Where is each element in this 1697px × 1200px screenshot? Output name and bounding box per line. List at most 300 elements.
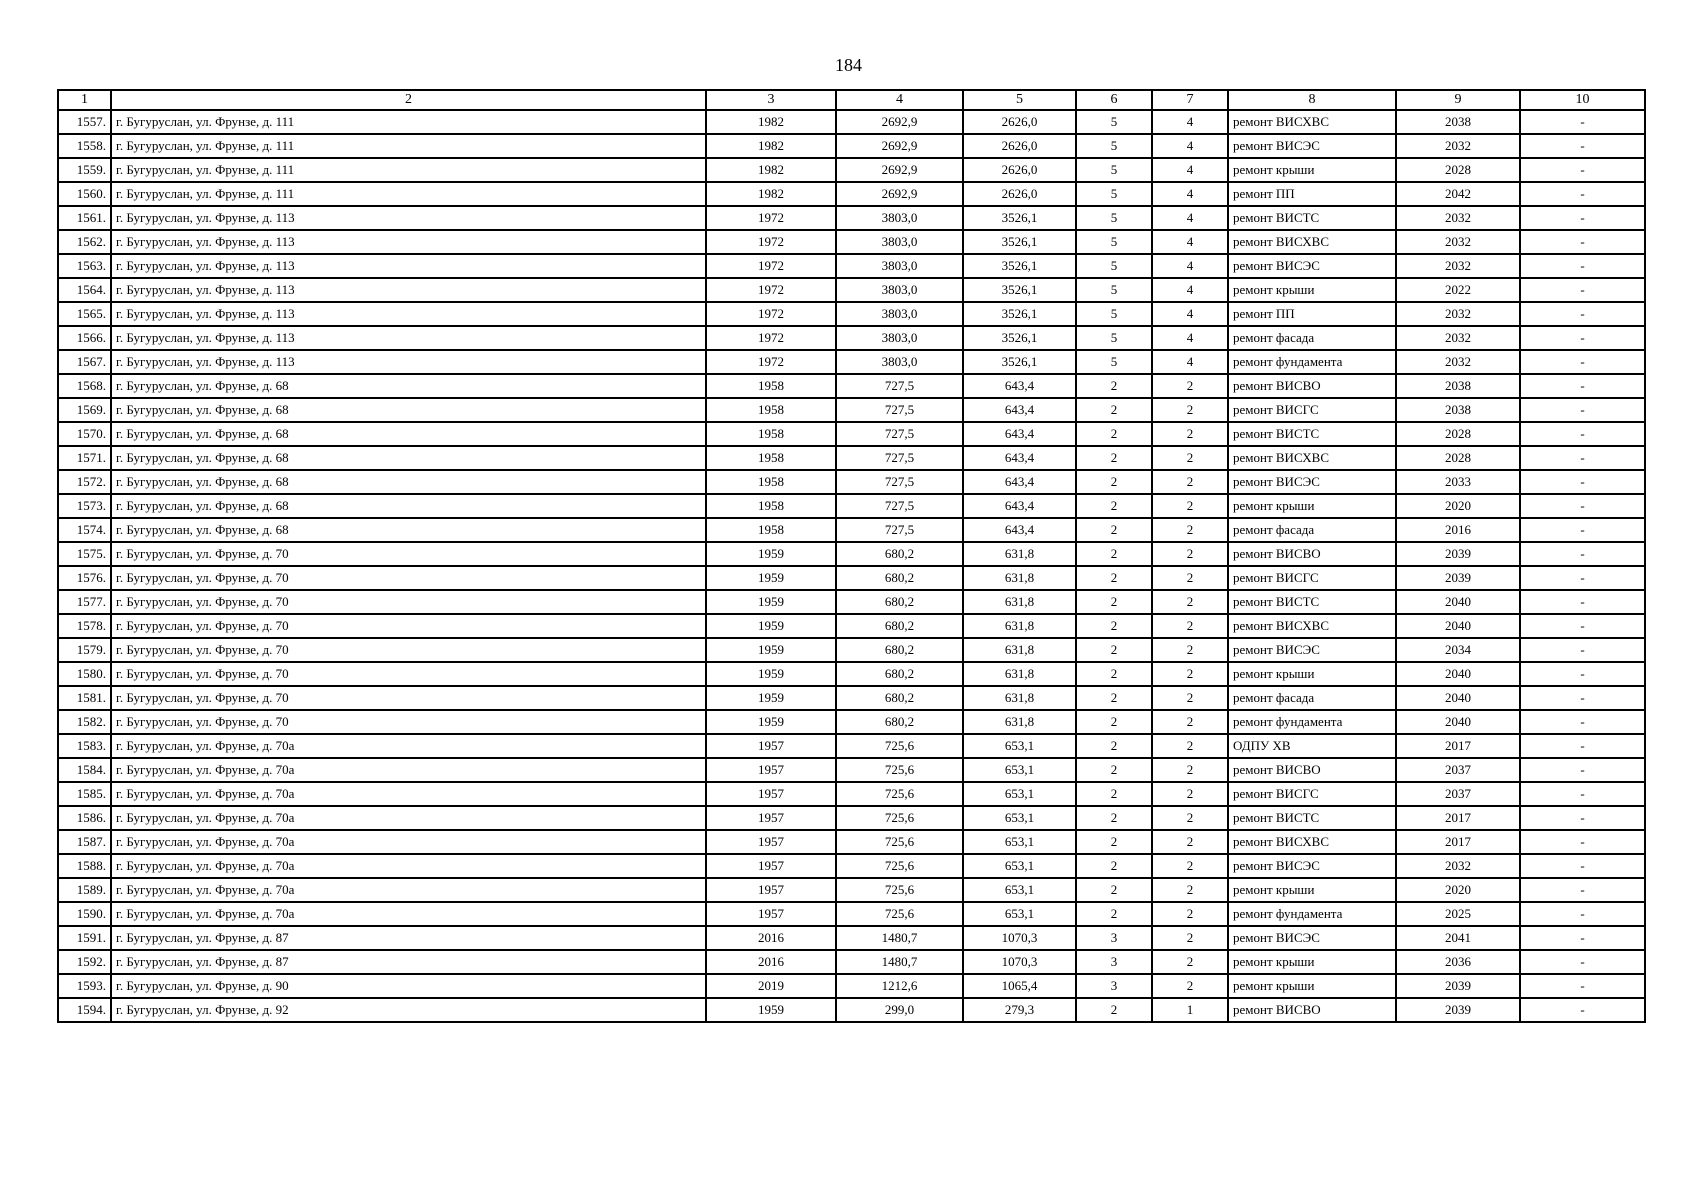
total-area-cell: 2692,9	[836, 158, 963, 182]
address-cell: г. Бугуруслан, ул. Фрунзе, д. 111	[111, 110, 706, 134]
note-cell: -	[1520, 398, 1645, 422]
note-cell: -	[1520, 878, 1645, 902]
living-area-cell: 653,1	[963, 806, 1076, 830]
floors-cell: 5	[1076, 230, 1152, 254]
address-cell: г. Бугуруслан, ул. Фрунзе, д. 111	[111, 182, 706, 206]
address-cell: г. Бугуруслан, ул. Фрунзе, д. 70а	[111, 854, 706, 878]
total-area-cell: 3803,0	[836, 350, 963, 374]
table-row	[58, 878, 1645, 902]
floors-cell: 5	[1076, 254, 1152, 278]
note-cell: -	[1520, 974, 1645, 998]
note-cell: -	[1520, 638, 1645, 662]
total-area-cell: 727,5	[836, 494, 963, 518]
note-cell: -	[1520, 950, 1645, 974]
floors-cell: 5	[1076, 158, 1152, 182]
column-header-4: 4	[836, 90, 963, 110]
note-cell: -	[1520, 350, 1645, 374]
plan-year-cell: 2032	[1396, 350, 1520, 374]
total-area-cell: 727,5	[836, 470, 963, 494]
work-type-cell: ремонт ВИСЭС	[1228, 854, 1396, 878]
entrances-cell: 2	[1152, 446, 1228, 470]
floors-cell: 2	[1076, 806, 1152, 830]
table-row	[58, 230, 1645, 254]
build-year-cell: 1982	[706, 134, 836, 158]
address-cell: г. Бугуруслан, ул. Фрунзе, д. 68	[111, 494, 706, 518]
entrances-cell: 4	[1152, 206, 1228, 230]
table-row	[58, 374, 1645, 398]
table-row	[58, 182, 1645, 206]
entrances-cell: 4	[1152, 110, 1228, 134]
note-cell: -	[1520, 998, 1645, 1022]
work-type-cell: ремонт крыши	[1228, 278, 1396, 302]
table-row	[58, 590, 1645, 614]
note-cell: -	[1520, 782, 1645, 806]
entrances-cell: 2	[1152, 518, 1228, 542]
address-cell: г. Бугуруслан, ул. Фрунзе, д. 70	[111, 590, 706, 614]
entrances-cell: 2	[1152, 926, 1228, 950]
total-area-cell: 1480,7	[836, 950, 963, 974]
address-cell: г. Бугуруслан, ул. Фрунзе, д. 68	[111, 374, 706, 398]
work-type-cell: ремонт ВИСЭС	[1228, 134, 1396, 158]
row-number-cell: 1593.	[58, 974, 111, 998]
total-area-cell: 680,2	[836, 590, 963, 614]
address-cell: г. Бугуруслан, ул. Фрунзе, д. 70	[111, 710, 706, 734]
work-type-cell: ремонт крыши	[1228, 494, 1396, 518]
row-number-cell: 1562.	[58, 230, 111, 254]
floors-cell: 5	[1076, 134, 1152, 158]
work-type-cell: ремонт крыши	[1228, 158, 1396, 182]
build-year-cell: 1982	[706, 110, 836, 134]
note-cell: -	[1520, 158, 1645, 182]
living-area-cell: 3526,1	[963, 254, 1076, 278]
note-cell: -	[1520, 446, 1645, 470]
living-area-cell: 1070,3	[963, 926, 1076, 950]
living-area-cell: 279,3	[963, 998, 1076, 1022]
row-number-cell: 1573.	[58, 494, 111, 518]
plan-year-cell: 2025	[1396, 902, 1520, 926]
build-year-cell: 1957	[706, 878, 836, 902]
plan-year-cell: 2040	[1396, 614, 1520, 638]
living-area-cell: 3526,1	[963, 302, 1076, 326]
work-type-cell: ремонт фундамента	[1228, 710, 1396, 734]
row-number-cell: 1559.	[58, 158, 111, 182]
build-year-cell: 1982	[706, 158, 836, 182]
living-area-cell: 643,4	[963, 494, 1076, 518]
work-type-cell: ремонт крыши	[1228, 950, 1396, 974]
living-area-cell: 643,4	[963, 374, 1076, 398]
living-area-cell: 653,1	[963, 782, 1076, 806]
table-row	[58, 494, 1645, 518]
total-area-cell: 1480,7	[836, 926, 963, 950]
entrances-cell: 2	[1152, 854, 1228, 878]
row-number-cell: 1591.	[58, 926, 111, 950]
floors-cell: 5	[1076, 110, 1152, 134]
row-number-cell: 1584.	[58, 758, 111, 782]
table-row	[58, 734, 1645, 758]
address-cell: г. Бугуруслан, ул. Фрунзе, д. 68	[111, 518, 706, 542]
entrances-cell: 4	[1152, 278, 1228, 302]
note-cell: -	[1520, 710, 1645, 734]
address-cell: г. Бугуруслан, ул. Фрунзе, д. 70а	[111, 902, 706, 926]
plan-year-cell: 2028	[1396, 422, 1520, 446]
header-row	[58, 90, 1645, 110]
total-area-cell: 680,2	[836, 638, 963, 662]
note-cell: -	[1520, 926, 1645, 950]
note-cell: -	[1520, 302, 1645, 326]
floors-cell: 2	[1076, 854, 1152, 878]
build-year-cell: 1959	[706, 542, 836, 566]
build-year-cell: 1972	[706, 230, 836, 254]
column-header-1: 1	[58, 90, 111, 110]
floors-cell: 2	[1076, 662, 1152, 686]
plan-year-cell: 2032	[1396, 254, 1520, 278]
build-year-cell: 1972	[706, 278, 836, 302]
plan-year-cell: 2038	[1396, 398, 1520, 422]
row-number-cell: 1578.	[58, 614, 111, 638]
table-row	[58, 398, 1645, 422]
row-number-cell: 1571.	[58, 446, 111, 470]
floors-cell: 2	[1076, 566, 1152, 590]
row-number-cell: 1574.	[58, 518, 111, 542]
row-number-cell: 1557.	[58, 110, 111, 134]
table-row	[58, 806, 1645, 830]
entrances-cell: 2	[1152, 374, 1228, 398]
work-type-cell: ремонт ВИСТС	[1228, 590, 1396, 614]
work-type-cell: ремонт ВИСЭС	[1228, 926, 1396, 950]
address-cell: г. Бугуруслан, ул. Фрунзе, д. 68	[111, 446, 706, 470]
floors-cell: 5	[1076, 350, 1152, 374]
build-year-cell: 2019	[706, 974, 836, 998]
table-row	[58, 254, 1645, 278]
total-area-cell: 725,6	[836, 830, 963, 854]
table-row	[58, 830, 1645, 854]
floors-cell: 2	[1076, 638, 1152, 662]
address-cell: г. Бугуруслан, ул. Фрунзе, д. 68	[111, 398, 706, 422]
living-area-cell: 1065,4	[963, 974, 1076, 998]
work-type-cell: ремонт ВИСХВС	[1228, 110, 1396, 134]
living-area-cell: 653,1	[963, 854, 1076, 878]
note-cell: -	[1520, 254, 1645, 278]
entrances-cell: 4	[1152, 350, 1228, 374]
column-header-6: 6	[1076, 90, 1152, 110]
entrances-cell: 2	[1152, 734, 1228, 758]
table-row	[58, 134, 1645, 158]
entrances-cell: 4	[1152, 158, 1228, 182]
plan-year-cell: 2040	[1396, 590, 1520, 614]
work-type-cell: ремонт ВИСЭС	[1228, 638, 1396, 662]
work-type-cell: ремонт фундамента	[1228, 902, 1396, 926]
plan-year-cell: 2039	[1396, 974, 1520, 998]
entrances-cell: 2	[1152, 830, 1228, 854]
note-cell: -	[1520, 686, 1645, 710]
floors-cell: 2	[1076, 590, 1152, 614]
build-year-cell: 1957	[706, 902, 836, 926]
living-area-cell: 631,8	[963, 590, 1076, 614]
total-area-cell: 725,6	[836, 854, 963, 878]
work-type-cell: ремонт ВИСХВС	[1228, 446, 1396, 470]
note-cell: -	[1520, 278, 1645, 302]
plan-year-cell: 2022	[1396, 278, 1520, 302]
note-cell: -	[1520, 734, 1645, 758]
plan-year-cell: 2034	[1396, 638, 1520, 662]
row-number-cell: 1568.	[58, 374, 111, 398]
entrances-cell: 4	[1152, 326, 1228, 350]
living-area-cell: 653,1	[963, 830, 1076, 854]
row-number-cell: 1581.	[58, 686, 111, 710]
total-area-cell: 725,6	[836, 734, 963, 758]
work-type-cell: ремонт фасада	[1228, 686, 1396, 710]
row-number-cell: 1590.	[58, 902, 111, 926]
work-type-cell: ремонт ВИСЭС	[1228, 254, 1396, 278]
note-cell: -	[1520, 326, 1645, 350]
note-cell: -	[1520, 806, 1645, 830]
total-area-cell: 680,2	[836, 542, 963, 566]
floors-cell: 2	[1076, 902, 1152, 926]
column-header-5: 5	[963, 90, 1076, 110]
floors-cell: 3	[1076, 974, 1152, 998]
address-cell: г. Бугуруслан, ул. Фрунзе, д. 70	[111, 566, 706, 590]
work-type-cell: ремонт ПП	[1228, 182, 1396, 206]
floors-cell: 3	[1076, 950, 1152, 974]
total-area-cell: 725,6	[836, 902, 963, 926]
address-cell: г. Бугуруслан, ул. Фрунзе, д. 113	[111, 230, 706, 254]
row-number-cell: 1579.	[58, 638, 111, 662]
table-row	[58, 998, 1645, 1022]
address-cell: г. Бугуруслан, ул. Фрунзе, д. 87	[111, 926, 706, 950]
living-area-cell: 643,4	[963, 422, 1076, 446]
living-area-cell: 2626,0	[963, 182, 1076, 206]
work-type-cell: ОДПУ ХВ	[1228, 734, 1396, 758]
table-row	[58, 566, 1645, 590]
floors-cell: 5	[1076, 278, 1152, 302]
build-year-cell: 1959	[706, 590, 836, 614]
row-number-cell: 1558.	[58, 134, 111, 158]
table-row	[58, 350, 1645, 374]
note-cell: -	[1520, 662, 1645, 686]
table-row	[58, 902, 1645, 926]
note-cell: -	[1520, 230, 1645, 254]
living-area-cell: 2626,0	[963, 158, 1076, 182]
address-cell: г. Бугуруслан, ул. Фрунзе, д. 113	[111, 326, 706, 350]
row-number-cell: 1589.	[58, 878, 111, 902]
plan-year-cell: 2042	[1396, 182, 1520, 206]
row-number-cell: 1583.	[58, 734, 111, 758]
row-number-cell: 1585.	[58, 782, 111, 806]
floors-cell: 2	[1076, 734, 1152, 758]
build-year-cell: 1959	[706, 638, 836, 662]
table-row	[58, 470, 1645, 494]
plan-year-cell: 2028	[1396, 446, 1520, 470]
plan-year-cell: 2037	[1396, 782, 1520, 806]
row-number-cell: 1580.	[58, 662, 111, 686]
plan-year-cell: 2017	[1396, 830, 1520, 854]
total-area-cell: 680,2	[836, 662, 963, 686]
entrances-cell: 2	[1152, 662, 1228, 686]
living-area-cell: 631,8	[963, 614, 1076, 638]
table-row	[58, 950, 1645, 974]
living-area-cell: 2626,0	[963, 110, 1076, 134]
total-area-cell: 725,6	[836, 782, 963, 806]
table-row	[58, 302, 1645, 326]
entrances-cell: 2	[1152, 494, 1228, 518]
entrances-cell: 4	[1152, 134, 1228, 158]
entrances-cell: 2	[1152, 614, 1228, 638]
total-area-cell: 299,0	[836, 998, 963, 1022]
plan-year-cell: 2036	[1396, 950, 1520, 974]
address-cell: г. Бугуруслан, ул. Фрунзе, д. 70	[111, 542, 706, 566]
address-cell: г. Бугуруслан, ул. Фрунзе, д. 70а	[111, 830, 706, 854]
floors-cell: 2	[1076, 710, 1152, 734]
page-number: 184	[835, 55, 862, 75]
build-year-cell: 1959	[706, 566, 836, 590]
total-area-cell: 727,5	[836, 518, 963, 542]
plan-year-cell: 2032	[1396, 854, 1520, 878]
living-area-cell: 3526,1	[963, 206, 1076, 230]
plan-year-cell: 2017	[1396, 806, 1520, 830]
living-area-cell: 643,4	[963, 446, 1076, 470]
work-type-cell: ремонт крыши	[1228, 974, 1396, 998]
entrances-cell: 2	[1152, 542, 1228, 566]
row-number-cell: 1575.	[58, 542, 111, 566]
floors-cell: 5	[1076, 206, 1152, 230]
living-area-cell: 643,4	[963, 518, 1076, 542]
row-number-cell: 1577.	[58, 590, 111, 614]
floors-cell: 2	[1076, 470, 1152, 494]
build-year-cell: 1972	[706, 302, 836, 326]
living-area-cell: 631,8	[963, 566, 1076, 590]
note-cell: -	[1520, 590, 1645, 614]
row-number-cell: 1569.	[58, 398, 111, 422]
address-cell: г. Бугуруслан, ул. Фрунзе, д. 111	[111, 134, 706, 158]
row-number-cell: 1563.	[58, 254, 111, 278]
total-area-cell: 3803,0	[836, 254, 963, 278]
row-number-cell: 1561.	[58, 206, 111, 230]
total-area-cell: 725,6	[836, 878, 963, 902]
address-cell: г. Бугуруслан, ул. Фрунзе, д. 70	[111, 686, 706, 710]
note-cell: -	[1520, 182, 1645, 206]
entrances-cell: 2	[1152, 590, 1228, 614]
table-row	[58, 926, 1645, 950]
living-area-cell: 653,1	[963, 758, 1076, 782]
plan-year-cell: 2016	[1396, 518, 1520, 542]
work-type-cell: ремонт ВИСТС	[1228, 806, 1396, 830]
floors-cell: 5	[1076, 302, 1152, 326]
work-type-cell: ремонт крыши	[1228, 662, 1396, 686]
table-row	[58, 206, 1645, 230]
note-cell: -	[1520, 902, 1645, 926]
total-area-cell: 680,2	[836, 566, 963, 590]
build-year-cell: 1972	[706, 206, 836, 230]
note-cell: -	[1520, 134, 1645, 158]
work-type-cell: ремонт фасада	[1228, 518, 1396, 542]
build-year-cell: 1972	[706, 350, 836, 374]
build-year-cell: 1958	[706, 494, 836, 518]
address-cell: г. Бугуруслан, ул. Фрунзе, д. 113	[111, 206, 706, 230]
work-type-cell: ремонт ВИСВО	[1228, 758, 1396, 782]
floors-cell: 2	[1076, 398, 1152, 422]
address-cell: г. Бугуруслан, ул. Фрунзе, д. 70а	[111, 878, 706, 902]
entrances-cell: 2	[1152, 878, 1228, 902]
address-cell: г. Бугуруслан, ул. Фрунзе, д. 113	[111, 350, 706, 374]
entrances-cell: 4	[1152, 230, 1228, 254]
entrances-cell: 4	[1152, 254, 1228, 278]
table-row	[58, 614, 1645, 638]
entrances-cell: 2	[1152, 398, 1228, 422]
address-cell: г. Бугуруслан, ул. Фрунзе, д. 113	[111, 254, 706, 278]
plan-year-cell: 2020	[1396, 494, 1520, 518]
row-number-cell: 1588.	[58, 854, 111, 878]
work-type-cell: ремонт ВИСХВС	[1228, 230, 1396, 254]
column-header-3: 3	[706, 90, 836, 110]
note-cell: -	[1520, 830, 1645, 854]
plan-year-cell: 2039	[1396, 998, 1520, 1022]
note-cell: -	[1520, 614, 1645, 638]
address-cell: г. Бугуруслан, ул. Фрунзе, д. 70а	[111, 734, 706, 758]
build-year-cell: 1959	[706, 710, 836, 734]
table-row	[58, 710, 1645, 734]
work-type-cell: ремонт ВИСВО	[1228, 374, 1396, 398]
plan-year-cell: 2032	[1396, 206, 1520, 230]
build-year-cell: 2016	[706, 950, 836, 974]
column-header-2: 2	[111, 90, 706, 110]
note-cell: -	[1520, 374, 1645, 398]
address-cell: г. Бугуруслан, ул. Фрунзе, д. 92	[111, 998, 706, 1022]
address-cell: г. Бугуруслан, ул. Фрунзе, д. 87	[111, 950, 706, 974]
total-area-cell: 680,2	[836, 710, 963, 734]
work-type-cell: ремонт ВИСГС	[1228, 566, 1396, 590]
floors-cell: 2	[1076, 878, 1152, 902]
total-area-cell: 1212,6	[836, 974, 963, 998]
entrances-cell: 2	[1152, 686, 1228, 710]
table-row	[58, 326, 1645, 350]
floors-cell: 2	[1076, 494, 1152, 518]
work-type-cell: ремонт ПП	[1228, 302, 1396, 326]
table-row	[58, 758, 1645, 782]
living-area-cell: 643,4	[963, 398, 1076, 422]
plan-year-cell: 2020	[1396, 878, 1520, 902]
plan-year-cell: 2038	[1396, 374, 1520, 398]
build-year-cell: 1959	[706, 998, 836, 1022]
total-area-cell: 725,6	[836, 758, 963, 782]
build-year-cell: 1972	[706, 254, 836, 278]
entrances-cell: 2	[1152, 566, 1228, 590]
work-type-cell: ремонт ВИСЭС	[1228, 470, 1396, 494]
table-row	[58, 542, 1645, 566]
total-area-cell: 2692,9	[836, 182, 963, 206]
table-row	[58, 662, 1645, 686]
living-area-cell: 643,4	[963, 470, 1076, 494]
column-header-8: 8	[1228, 90, 1396, 110]
note-cell: -	[1520, 758, 1645, 782]
entrances-cell: 2	[1152, 710, 1228, 734]
plan-year-cell: 2039	[1396, 542, 1520, 566]
note-cell: -	[1520, 206, 1645, 230]
build-year-cell: 1959	[706, 614, 836, 638]
living-area-cell: 653,1	[963, 734, 1076, 758]
entrances-cell: 4	[1152, 182, 1228, 206]
build-year-cell: 1959	[706, 662, 836, 686]
column-header-9: 9	[1396, 90, 1520, 110]
floors-cell: 2	[1076, 830, 1152, 854]
living-area-cell: 3526,1	[963, 350, 1076, 374]
plan-year-cell: 2032	[1396, 302, 1520, 326]
total-area-cell: 3803,0	[836, 302, 963, 326]
note-cell: -	[1520, 518, 1645, 542]
total-area-cell: 3803,0	[836, 206, 963, 230]
floors-cell: 2	[1076, 542, 1152, 566]
column-header-7: 7	[1152, 90, 1228, 110]
floors-cell: 2	[1076, 998, 1152, 1022]
